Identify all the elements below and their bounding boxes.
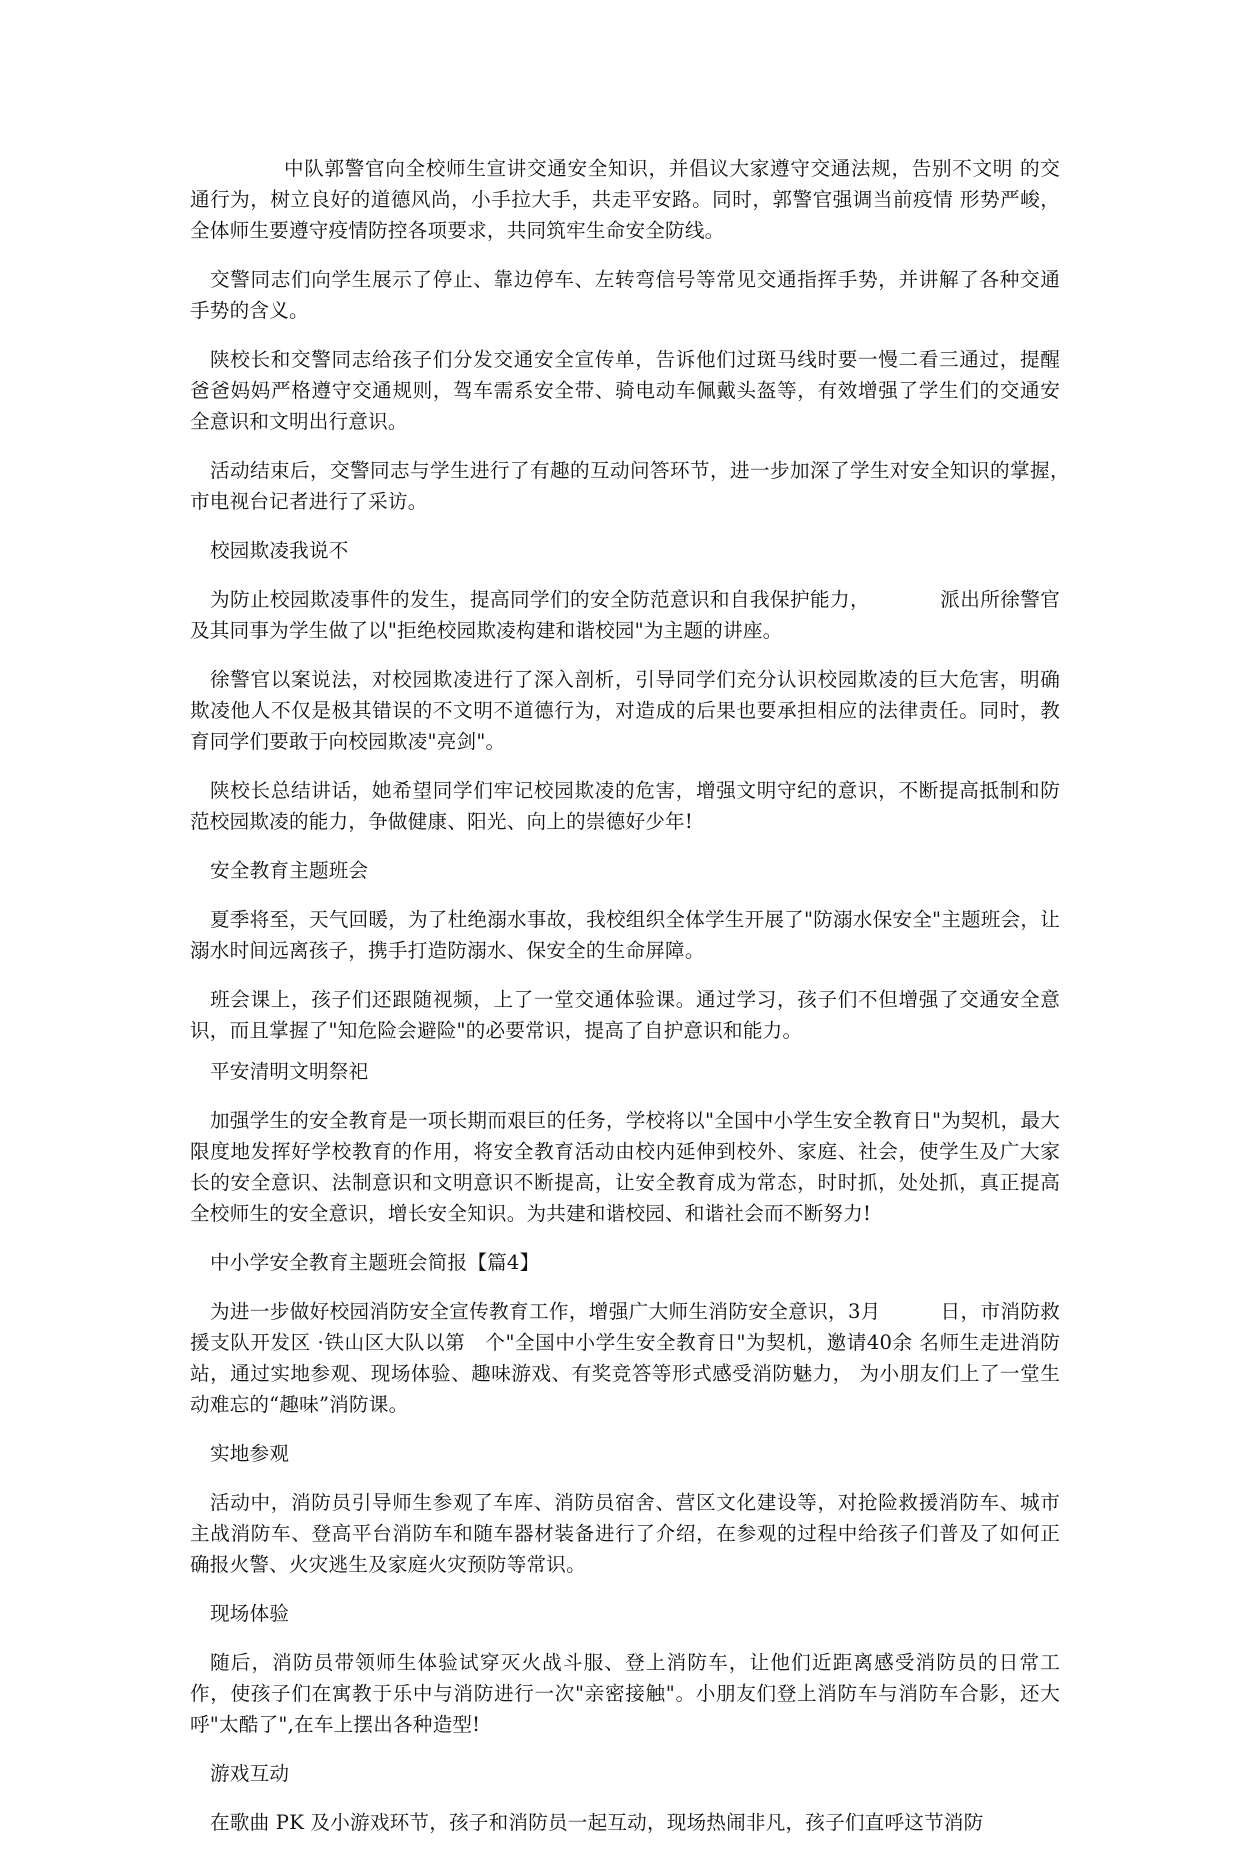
paragraph-experience: 随后，消防员带领师生体验试穿灭火战斗服、登上消防车，让他们近距离感受消防员的日常工作，使孩子们在寓教于乐中与消防进行一次"亲密接触"。小朋友们登上消防车与消防车合影，还大呼"太酷了",在车上摆出各种造型! [190, 1651, 1060, 1736]
section-heading-safety-class: 安全教育主题班会 [210, 859, 369, 882]
document-body [190, 153, 1140, 1856]
paragraph-traffic-lecture: 中队郭警官向全校师生宣讲交通安全知识，并倡议大家遵守交通法规，告别不文明 的交通行为，树立良好的道德风尚，小手拉大手，共走平安路。同时，郭警官强调当前疫情 形势严峻，全体师生要遵守疫情防控各项要求，共同筑牢生命安全防线。 [190, 157, 1060, 242]
paragraph-qa-session: 活动结束后，交警同志与学生进行了有趣的互动问答环节，进一步加深了学生对安全知识的掌握， 市电视台记者进行了采访。 [190, 459, 1140, 513]
section-heading-anti-bullying: 校园欺凌我说不 [210, 539, 349, 562]
paragraph-principal-summary: 陕校长总结讲话，她希望同学们牢记校园欺凌的危害，增强文明守纪的意识，不断提高抵制和防范校园欺凌的能力，争做健康、阳光、向上的崇德好少年! [190, 779, 1060, 833]
section-heading-report-4: 中小学安全教育主题班会简报【篇4】 [210, 1251, 540, 1274]
paragraph-bullying-lecture: 为防止校园欺凌事件的发生，提高同学们的安全防范意识和自我保护能力， 派出所徐警官及其同事为学生做了以"拒绝校园欺凌构建和谐校园"为主题的讲座。 [190, 588, 1060, 642]
paragraph-traffic-leaflets: 陕校长和交警同志给孩子们分发交通安全宣传单，告诉他们过斑马线时要一慢二看三通过，提醒爸爸妈妈严格遵守交通规则，驾车需系安全带、骑电动车佩戴头盔等，有效增强了学生们的交通安全意识和文明出行意识。 [190, 348, 1060, 433]
section-heading-games: 游戏互动 [210, 1762, 290, 1785]
paragraph-traffic-gestures: 交警同志们向学生展示了停止、靠边停车、左转弯信号等常见交通指挥手势，并讲解了各种交通手势的含义。 [190, 268, 1060, 322]
paragraph-safety-education: 加强学生的安全教育是一项长期而艰巨的任务，学校将以"全国中小学生安全教育日"为契机，最大限度地发挥好学校教育的作用，将安全教育活动由校内延伸到校外、家庭、社会，使学生及广大家长的安全意识、法制意识和文明意识不断提高，让安全教育成为常态，时时抓，处处抓，真正提高全校师生的安全意识，增长安全知识。为共建和谐校园、和谐社会而不断努力! [190, 1109, 1060, 1225]
paragraph-anti-drowning: 夏季将至，天气回暖，为了杜绝溺水事故，我校组织全体学生开展了"防溺水保安全"主题班会，让溺水时间远离孩子，携手打造防溺水、保安全的生命屏障。 [190, 908, 1060, 962]
paragraph-games: 在歌曲 PK 及小游戏环节，孩子和消防员一起互动，现场热闹非凡，孩子们直呼这节消防 [210, 1811, 984, 1834]
paragraph-bullying-analysis: 徐警官以案说法，对校园欺凌进行了深入剖析，引导同学们充分认识校园欺凌的巨大危害，明确欺凌他人不仅是极其错误的不文明不道德行为，对造成的后果也要承担相应的法律责任。同时，教育同学们要敢于向校园欺凌"亮剑"。 [190, 668, 1060, 753]
paragraph-class-video: 班会课上，孩子们还跟随视频，上了一堂交通体验课。通过学习，孩子们不但增强了交通安全意识，而且掌握了"知危险会避险"的必要常识，提高了自护意识和能力。 [190, 988, 1060, 1042]
section-heading-experience: 现场体验 [210, 1602, 290, 1625]
paragraph-fire-station-visit: 为进一步做好校园消防安全宣传教育工作，增强广大师生消防安全意识，3月 日，市消防救援支队开发区 ·铁山区大队以第 个"全国中小学生安全教育日"为契机，邀请40余 名师生走进消防站，通过实地参观、现场体验、趣味游戏、有奖竞答等形式感受消防魅力， 为小朋友们上了一堂生动难忘的“趣味”消防课。 [190, 1300, 1060, 1416]
section-heading-site-visit: 实地参观 [210, 1442, 290, 1465]
paragraph-site-visit: 活动中，消防员引导师生参观了车库、消防员宿舍、营区文化建设等，对抢险救援消防车、城市主战消防车、登高平台消防车和随车器材装备进行了介绍，在参观的过程中给孩子们普及了如何正确报火警、火灾逃生及家庭火灾预防等常识。 [190, 1491, 1060, 1576]
section-heading-qingming: 平安清明文明祭祀 [210, 1060, 369, 1083]
